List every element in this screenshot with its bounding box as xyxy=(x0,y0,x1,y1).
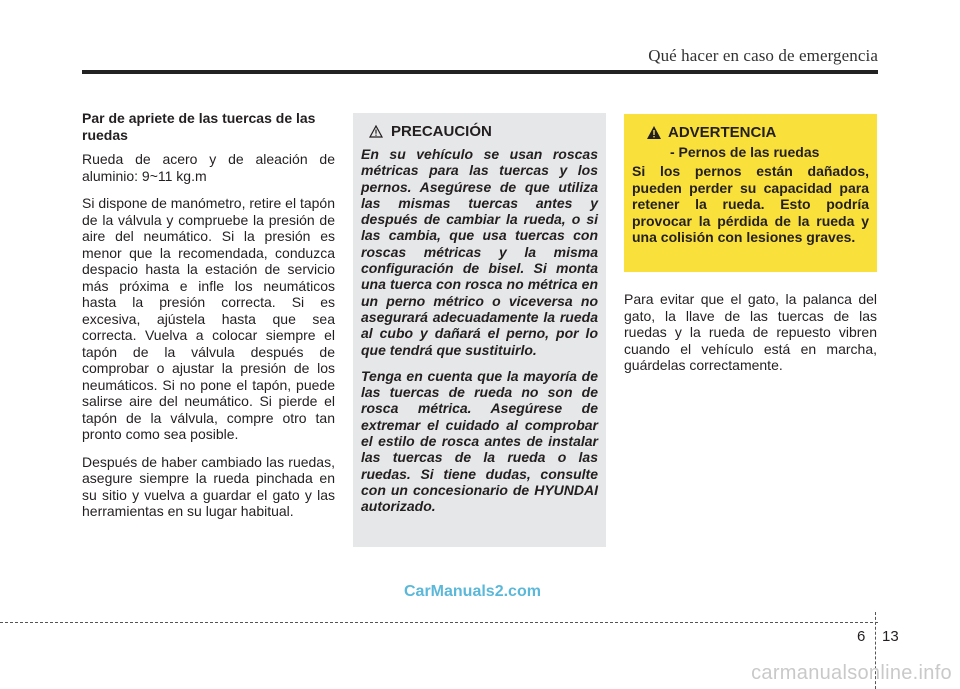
caution-title xyxy=(361,123,598,140)
warning-title-text: ADVERTENCIA xyxy=(668,124,777,141)
caution-box xyxy=(353,113,606,547)
header-rule xyxy=(82,70,878,74)
caution-title-text: PRECAUCIÓN xyxy=(391,123,492,140)
chapter-number: 6 xyxy=(857,628,866,645)
caution-triangle-icon xyxy=(369,125,383,138)
warning-box xyxy=(624,114,877,272)
left-column xyxy=(82,110,335,531)
footer-dashed-rule xyxy=(0,622,878,623)
warning-title xyxy=(632,124,869,141)
warning-subtitle: - Pernos de las ruedas xyxy=(670,144,820,160)
storage-paragraph: Después de haber cambiado las ruedas, asegure siempre la rueda pinchada en su sitio y vuelva a guardar el gato y las herramientas en su lugar habitual. xyxy=(82,453,335,519)
watermark-carmanuals2[interactable]: CarManuals2.com xyxy=(404,583,541,600)
torque-heading: Par de apriete de las tuercas de las ruedas xyxy=(82,110,316,143)
torque-value-paragraph: Rueda de acero y de aleación de aluminio: 9~11 kg.m xyxy=(82,151,335,184)
warning-triangle-icon xyxy=(646,125,662,140)
jack-storage-paragraph: Para evitar que el gato, la palanca del gato, la llave de las tuercas de las ruedas y la rueda de repuesto vibren cuando el vehículo está en marcha, guárdelas correctamente. xyxy=(624,291,877,373)
page-number: 13 xyxy=(882,628,899,645)
warning-text: Si los pernos están dañados, pueden perder su capacidad para retener la rueda. Esto podría provocar la pérdida de la rueda y una colisión con lesiones graves. xyxy=(632,163,869,245)
page-header-title: Qué hacer en caso de emergencia xyxy=(648,46,878,65)
watermark-carmanualsonline[interactable]: carmanualsonline.info xyxy=(751,662,952,684)
caution-paragraph-dealer: Tenga en cuenta que la mayoría de las tuercas de rueda no son de rosca métrica. Asegúrese de extremar el cuidado al comprobar el estilo de rosca antes de instalar las tuercas de la rueda o las ruedas. Si tiene dudas, consulte con un concesionario de HYUNDAI autorizado. xyxy=(361,367,598,515)
caution-paragraph-metric: En su vehículo se usan roscas métricas para las tuercas y los pernos. Asegúrese de que utiliza las mismas tuercas antes y después de cambiar la rueda, o si las cambia, que usa tuercas con roscas métricas y la misma configuración de bisel. Si monta una tuerca con rosca no métrica en un perno métrico o viceversa no asegurará adecuadamente la rueda al cubo y dañará el perno, por lo que tendrá que sustituirlo. xyxy=(361,146,598,358)
pressure-paragraph: Si dispone de manómetro, retire el tapón de la válvula y compruebe la presión de aire del neumático. Si la presión es menor que la recomendada, conduzca despacio hasta la estación de servicio más próxima e infle los neumáticos hasta la presión correcta. Si es excesiva, ajústela hasta que sea correcta. Vuelva a colocar siempre el tapón de la válvula después de comprobar o ajustar la presión de los neumáticos. Si no pone el tapón, puede salirse aire del neumático. Si pierde el tapón de la válvula, compre otro tan pronto como sea posible. xyxy=(82,195,335,442)
